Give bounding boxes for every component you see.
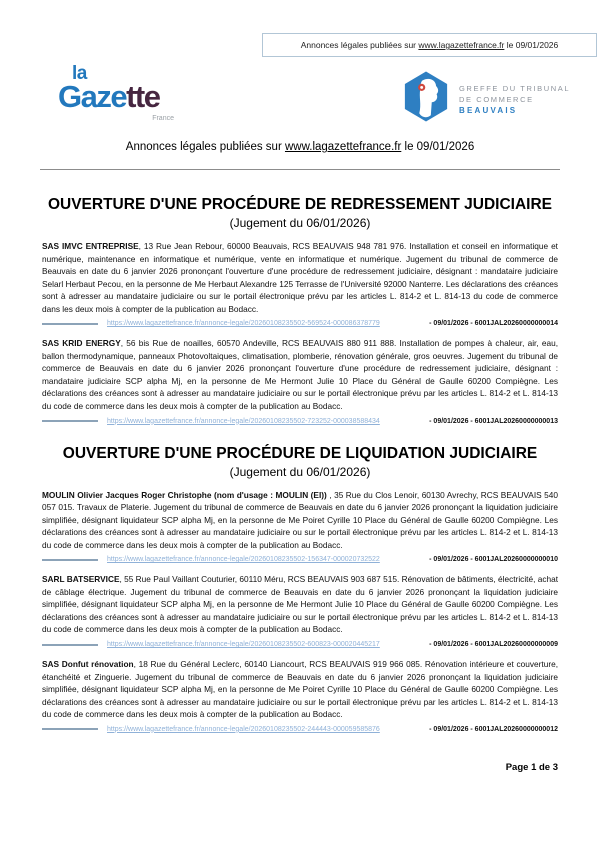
gazette-logo [58, 64, 188, 122]
company-name: SARL BATSERVICE [42, 574, 120, 585]
company-name: SAS Donfut rénovation [42, 659, 134, 670]
link-dash-rule [42, 420, 98, 422]
gazette-logo-part1: Gaze [58, 79, 127, 114]
section-title: OUVERTURE D'UNE PROCÉDURE DE REDRESSEMENT JUDICIAIRE [47, 196, 553, 213]
gazette-logo-wordmark [58, 79, 188, 114]
link-dash-rule [42, 323, 98, 325]
header-divider [40, 169, 560, 170]
announcements-content [42, 190, 558, 743]
center-banner-link[interactable]: www.lagazettefrance.fr [284, 141, 402, 153]
link-dash-rule [42, 644, 98, 646]
greffe-city: BEAUVAIS [459, 105, 518, 115]
company-name: MOULIN Olivier Jacques Roger Christophe (nom d'usage : MOULIN (EI)) [42, 489, 327, 500]
greffe-logo-text [459, 84, 570, 115]
section-subtitle: (Jugement du 06/01/2026) [229, 464, 371, 479]
announcement-body: , 13 Rue Jean Rebour, 60000 Beauvais, RCS BEAUVAIS 948 781 976. Installation et conseil en informatique et numérique, maintenance en informatique et numérique, vente en informatique et numérique. Jugement du tribunal de commerce de Beauvais en date du 6 janvier 2026 prononçant l'ouverture d'une procédure de redressement judiciaire, désignant : mandataire judiciaire Selarl Herbaut Pecou, en la personne de Me Herbaut Alexandre 125 Terrasse de l'Université 92000 Nanterre. Les déclarations des créances sont à adresser au mandataire judiciaire ou sur le portail électronique prévu par les articles L. 814-2 et L. 814-13 du code de commerce dans les deux mois à compter de la publication au Bodacc. [42, 241, 558, 314]
center-banner-suffix: le 09/01/2026 [401, 141, 475, 153]
announcement-reference: - 09/01/2026 - 6001JAL20260000000014 [429, 320, 558, 328]
greffe-line2: DE COMMERCE [459, 94, 534, 104]
announcement-url[interactable]: https://www.lagazettefrance.fr/annonce-legale/20260108235502-600823-000020445217 [107, 641, 380, 649]
greffe-logo [402, 70, 570, 128]
announcement-text [42, 240, 558, 315]
gazette-logo-country: France [152, 114, 174, 122]
center-banner [0, 141, 600, 153]
company-name: SAS IMVC ENTREPRISE [42, 241, 139, 251]
announcement-text [42, 489, 558, 552]
top-banner-link[interactable]: www.lagazettefrance.fr [418, 40, 505, 50]
page-number: Page 1 de 3 [505, 762, 558, 773]
section-subtitle: (Jugement du 06/01/2026) [229, 216, 371, 230]
announcement-reference: - 09/01/2026 - 6001JAL20260000000013 [429, 417, 558, 425]
section-title: OUVERTURE D'UNE PROCÉDURE DE LIQUIDATION JUDICIAIRE [62, 444, 538, 462]
announcement-body: , 35 Rue du Clos Lenoir, 60130 Avrechy, RCS BEAUVAIS 540 057 015. Travaux de Platerie. Jugement du tribunal de commerce de Beauvais en date du 6 janvier 2026 prononçant la liquidation judiciaire simplifiée, désignant liquidateur SCP alpha Mj, en la personne de Me Poiret Cyrille 10 Place du Général de Gaulle 60200 Compiègne. Les déclarations des créances sont à adresser au mandataire judiciaire ou sur le portail électronique prévu par les articles L. 814-2 et L. 814-13 du code de commerce dans les deux mois à compter de la publication au Bodacc. [42, 489, 558, 550]
center-banner-prefix: Annonces légales publiées sur [125, 141, 285, 153]
announcement-link-row [42, 418, 558, 425]
announcement-body: , 18 Rue du Général Leclerc, 60140 Liancourt, RCS BEAUVAIS 919 966 085. Rénovation intérieure et couverture, étanchéité et Zinguerie. Jugement du tribunal de commerce de Beauvais en date du 6 janvier 2026 prononçant la liquidation judiciaire simplifiée, désignant liquidateur SCP alpha Mj, en la personne de Me Poiret Cyrille 10 Place du Général de Gaulle 60200 Compiègne. Les déclarations des créances sont à adresser au mandataire judiciaire ou sur le portail électronique prévu par les articles L. 814-2 et L. 814-13 du code de commerce dans les deux mois à compter de la publication au Bodacc. [42, 659, 558, 720]
announcement-link-row [42, 641, 558, 648]
gazette-logo-la: la [72, 63, 87, 84]
greffe-line1: GREFFE DU TRIBUNAL [459, 83, 571, 93]
announcement-url[interactable]: https://www.lagazettefrance.fr/annonce-legale/20260108235502-156347-000020732522 [107, 556, 380, 564]
gazette-logo-part2: tte [126, 79, 160, 114]
announcement-link-row [42, 320, 558, 327]
link-dash-rule [42, 559, 98, 561]
announcement-text [42, 658, 558, 721]
company-name: SAS KRID ENERGY [42, 338, 121, 349]
announcement-reference: - 09/01/2026 - 6001JAL20260000000010 [429, 556, 558, 564]
announcement-text [42, 337, 558, 412]
top-banner-prefix: Annonces légales publiées sur [300, 40, 419, 50]
announcement-body: , 56 bis Rue de noailles, 60570 Andeville, RCS BEAUVAIS 880 911 888. Installation de pompes à chaleur, air, eau, ballon thermodynamique, panneaux Photovoltaiques, climatisation, plomberie, rénovation générale, gros oeuvres. Jugement du tribunal de commerce de Beauvais en date du 6 janvier 2026 prononçant l'ouverture d'une procédure de redressement judiciaire, désignant : mandataire judiciaire SCP alpha Mj, en la personne de Me Hermont Julie 10 Place du Général de Gaulle 60200 Compiègne. Les déclarations des créances sont à adresser au mandataire judiciaire ou sur le portail électronique prévu par les articles L. 814-2 et L. 814-13 du code de commerce dans les deux mois à compter de la publication au Bodacc. [42, 338, 558, 412]
announcement-url[interactable]: https://www.lagazettefrance.fr/annonce-legale/20260108235502-569524-000086378779 [107, 320, 380, 328]
announcement-text [42, 573, 558, 636]
announcement-url[interactable]: https://www.lagazettefrance.fr/annonce-legale/20260108235502-723252-000038588434 [107, 417, 380, 425]
top-banner [262, 33, 597, 57]
section-liquidation [42, 445, 558, 733]
announcement-link-row [42, 726, 558, 733]
top-banner-suffix: le 09/01/2026 [504, 40, 559, 50]
marianne-hexagon-icon [402, 70, 450, 128]
announcement-body: , 55 Rue Paul Vaillant Couturier, 60110 Méru, RCS BEAUVAIS 903 687 515. Rénovation de bâtiments, électricité, achat de câblage électrique. Jugement du tribunal de commerce de Beauvais en date du 6 janvier 2026 prononçant la liquidation judiciaire simplifiée, désignant liquidateur SCP alpha Mj, en la personne de Me Hermont Julie 10 Place du Général de Gaulle 60200 Compiègne. Les déclarations des créances sont à adresser au mandataire judiciaire ou sur le portail électronique prévu par les articles L. 814-2 et L. 814-13 du code de commerce dans les deux mois à compter de la publication au Bodacc. [42, 574, 559, 635]
link-dash-rule [42, 728, 98, 730]
announcement-reference: - 09/01/2026 - 6001JAL20260000000012 [429, 725, 558, 733]
announcement-link-row [42, 556, 558, 563]
section-redressement [42, 196, 558, 425]
announcement-url[interactable]: https://www.lagazettefrance.fr/annonce-legale/20260108235502-244443-000059585876 [107, 725, 380, 733]
announcement-reference: - 09/01/2026 - 6001JAL20260000000009 [429, 641, 558, 649]
